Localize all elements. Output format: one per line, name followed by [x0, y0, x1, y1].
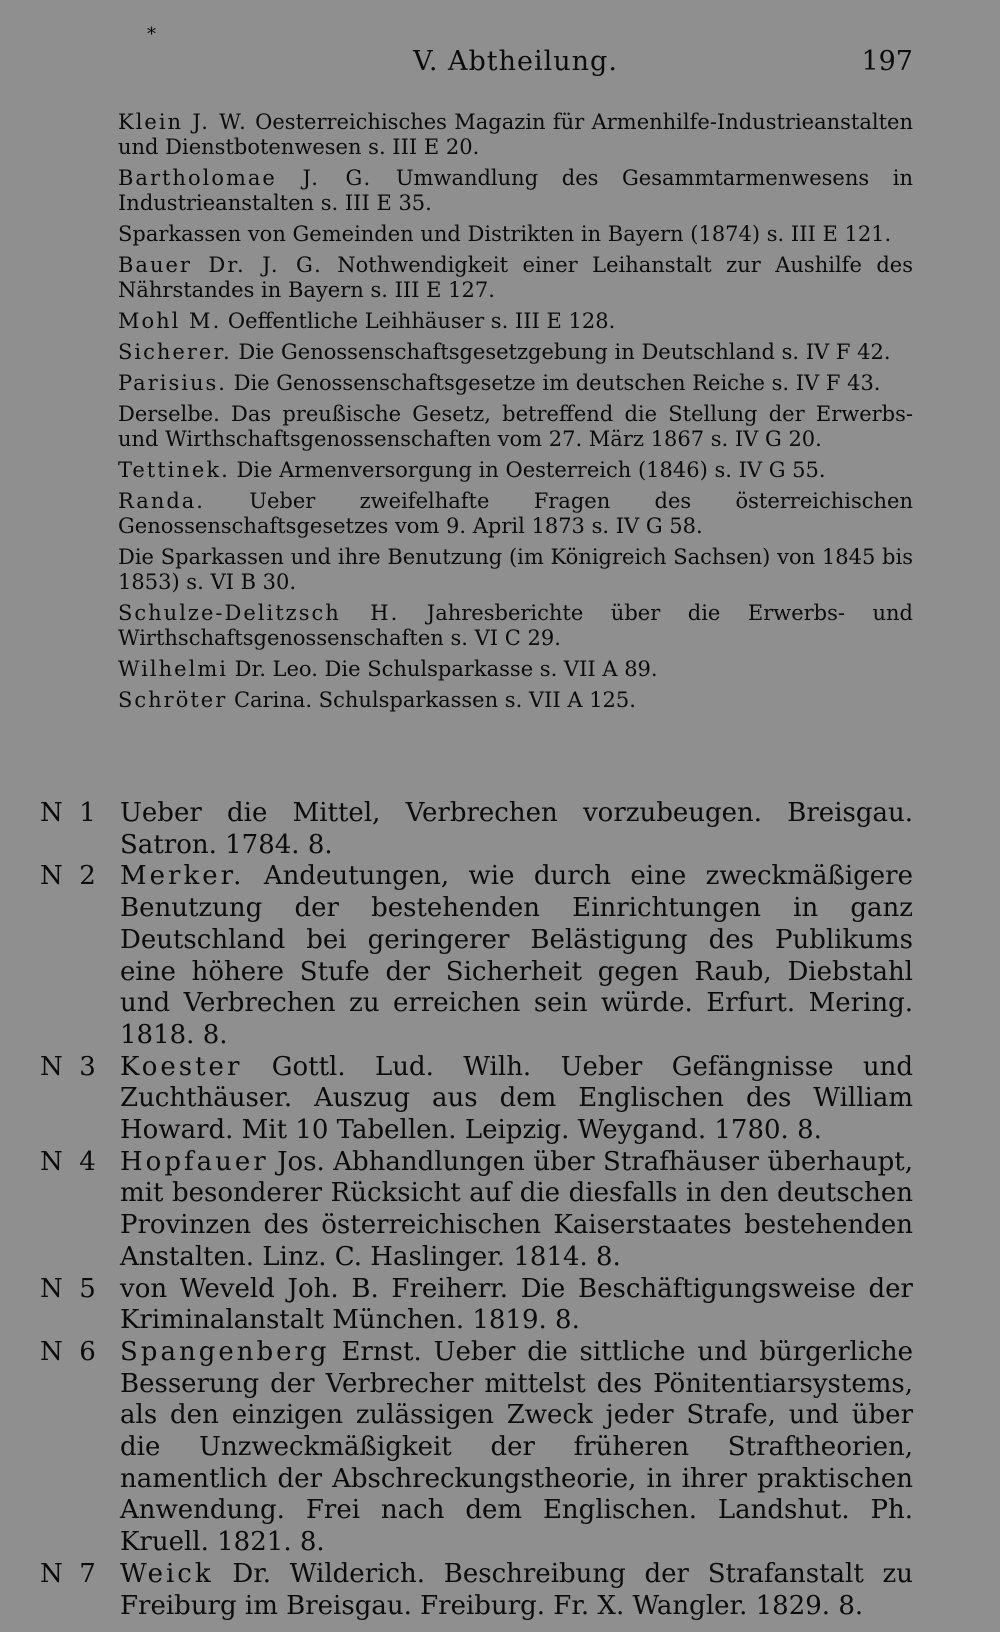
- catalog-entry: [40, 861, 913, 1051]
- entry-code: N 2: [40, 861, 96, 892]
- list-item: [118, 222, 913, 247]
- entry-text: Andeutungen, wie durch eine zweckmäßigere Benutzung der bestehenden Einrichtungen in ganz Deutschland bei geringerer Belästigung des Publikums eine höhere Stufe der Sicherheit gegen Raub, Diebstahl und Verbrechen zu erreichen sein würde. Erfurt. Mering. 1818. 8.: [120, 861, 913, 1050]
- catalog-entry: [40, 1559, 913, 1622]
- entry-code: N 1: [40, 798, 96, 828]
- list-item: [118, 371, 913, 396]
- entry-text: Ueber zweifelhafte Fragen des österreichischen Genossenschaftsgesetzes vom 9. April 1873 s. IV G 58.: [118, 489, 913, 538]
- entry-code: N 4: [40, 1146, 96, 1177]
- author-name: Schröter: [118, 688, 228, 712]
- author-name: Bauer Dr. J. G.: [118, 253, 323, 277]
- author-name: Sicherer.: [118, 340, 232, 364]
- entry-text: Die Genossenschaftsgesetze im deutschen Reiche s. IV F 43.: [226, 371, 881, 395]
- author-name: Merker.: [120, 861, 245, 892]
- entry-code: N 3: [40, 1051, 96, 1082]
- list-item: [118, 458, 913, 483]
- entry-text: Nothwendigkeit einer Leihanstalt zur Aushilfe des Nährstandes in Bayern s. III E 127.: [118, 253, 913, 302]
- entry-text: Umwandlung des Gesammtarmenwesens in Industrieanstalten s. III E 35.: [118, 166, 913, 215]
- list-item: [118, 688, 913, 713]
- catalog-entry: [40, 1052, 913, 1147]
- list-item: [118, 601, 913, 651]
- list-item: [118, 545, 913, 595]
- author-name: Mohl M.: [118, 309, 222, 333]
- entry-text: Ueber die Mittel, Verbrechen vorzubeugen. Breisgau. Satron. 1784. 8.: [120, 798, 913, 860]
- author-name: Klein J. W.: [118, 110, 248, 134]
- entry-text: Gottl. Lud. Wilh. Ueber Gefängnisse und Zuchthäuser. Auszug aus dem Englischen des William Howard. Mit 10 Tabellen. Leipzig. Weygand. 1780. 8.: [120, 1051, 913, 1146]
- entry-text: Ernst. Ueber die sittliche und bürgerliche Besserung der Verbrecher mittelst des Pönitentiarsystems, als den einzigen zulässigen Zweck jeder Strafe, und über die Unzweckmäßigkeit der früheren Straftheorien, namentlich der Abschreckungstheorie, in ihrer praktischen Anwendung. Frei nach dem Englischen. Landshut. Ph. Kruell. 1821. 8.: [120, 1336, 913, 1558]
- entry-text: Jos. Abhandlungen über Strafhäuser überhaupt, mit besonderer Rücksicht auf die diesfalls in den deutschen Provinzen des österreichischen Kaiserstaates bestehenden Anstalten. Linz. C. Haslinger. 1814. 8.: [120, 1146, 913, 1272]
- author-name: Parisius.: [118, 371, 227, 395]
- catalog-entry: [40, 1274, 913, 1337]
- catalog-entry: [40, 798, 913, 861]
- author-name: Tettinek.: [118, 458, 230, 482]
- list-item: [118, 309, 913, 334]
- list-item: [118, 489, 913, 539]
- page-header: [118, 46, 913, 86]
- author-name: Weick: [120, 1558, 214, 1589]
- page-title: V. Abtheilung.: [413, 46, 618, 77]
- author-name: Spangenberg: [120, 1336, 330, 1367]
- entry-text: Die Armenversorgung in Oesterreich (1846) s. IV G 55.: [229, 458, 826, 482]
- list-item: [118, 340, 913, 365]
- list-item: [118, 402, 913, 452]
- catalog-entry: [40, 1147, 913, 1274]
- author-name: Hopfauer: [120, 1146, 269, 1177]
- author-name: Schulze-Delitzsch H.: [118, 601, 400, 625]
- cross-reference-list: [118, 110, 913, 719]
- author-name: Koester: [120, 1051, 243, 1082]
- entry-text: Carina. Schulsparkassen s. VII A 125.: [227, 688, 636, 712]
- author-name: Randa.: [118, 489, 205, 513]
- entry-text: Die Sparkassen und ihre Benutzung (im Königreich Sachsen) von 1845 bis 1853) s. VI B 30.: [118, 545, 913, 594]
- author-name: Bartholomae J. G.: [118, 166, 373, 190]
- entry-text: Sparkassen von Gemeinden und Distrikten in Bayern (1874) s. III E 121.: [118, 222, 892, 246]
- entry-code: N 5: [40, 1273, 96, 1304]
- list-item: [118, 657, 913, 682]
- entry-text: von Weveld Joh. B. Freiherr. Die Beschäftigungsweise der Kriminalanstalt München. 1819. 8.: [120, 1273, 913, 1336]
- entry-text: Oeffentliche Leihhäuser s. III E 128.: [221, 309, 616, 333]
- entry-text: Oesterreichisches Magazin für Armenhilfe-Industrieanstalten und Dienstbotenwesen s. III E 20.: [118, 110, 913, 159]
- list-item: [118, 110, 913, 160]
- catalog-entry: [40, 1337, 913, 1559]
- asterisk-mark: *: [147, 24, 156, 45]
- entry-text: Dr. Leo. Die Schulsparkasse s. VII A 89.: [227, 657, 658, 681]
- list-item: [118, 253, 913, 303]
- entry-text: Dr. Wilderich. Beschreibung der Strafanstalt zu Freiburg im Breisgau. Freiburg. Fr. X. Wangler. 1829. 8.: [120, 1558, 913, 1621]
- entry-text: Die Genossenschaftsgesetzgebung in Deutschland s. IV F 42.: [231, 340, 891, 364]
- catalog-entry-list: [40, 798, 913, 1622]
- list-item: [118, 166, 913, 216]
- page-number: 197: [861, 46, 913, 77]
- author-name: Wilhelmi: [118, 657, 228, 681]
- entry-code: N 6: [40, 1336, 96, 1367]
- entry-code: N 7: [40, 1558, 96, 1589]
- entry-text: Derselbe. Das preußische Gesetz, betreffend die Stellung der Erwerbs- und Wirthschaftsgenossenschaften vom 27. März 1867 s. IV G 20.: [118, 402, 913, 451]
- entry-text: Jahresberichte über die Erwerbs- und Wirthschaftsgenossenschaften s. VI C 29.: [118, 601, 913, 650]
